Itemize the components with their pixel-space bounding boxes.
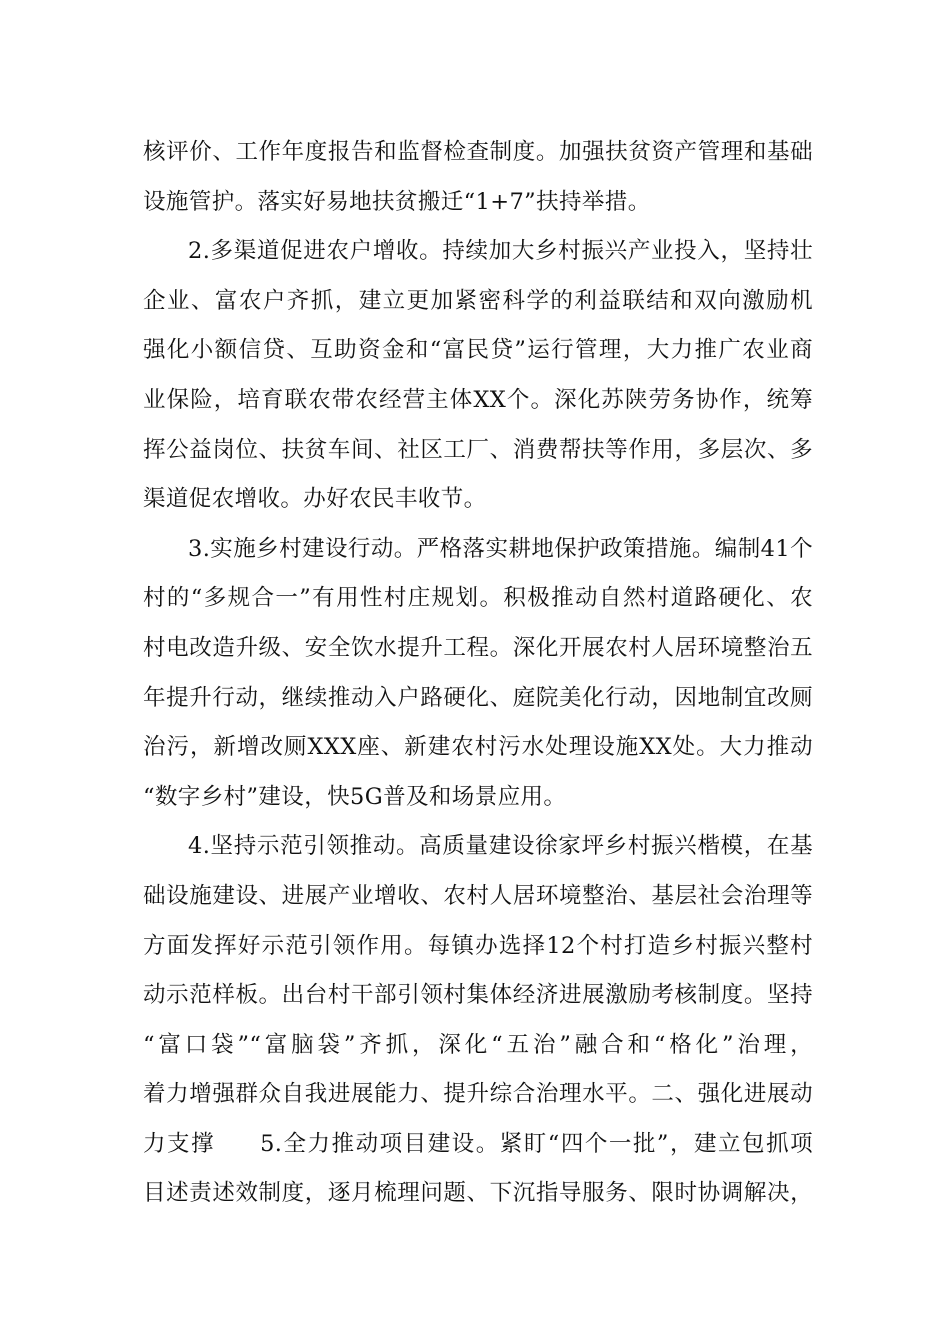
text-line: 核评价、工作年度报告和监督检查制度。加强扶贫资产管理和基础 — [143, 139, 813, 165]
document-body — [143, 128, 813, 1219]
text-line: 动示范样板。出台村干部引领村集体经济进展激励考核制度。坚持 — [143, 982, 813, 1009]
text-line: “数字乡村”建设，快5G普及和场景应用。 — [143, 783, 567, 810]
text-line: 强化小额信贷、互助资金和“富民贷”运行管理，大力推广农业商 — [143, 337, 813, 364]
text-line: 村的“多规合一”有用性村庄规划。积极推动自然村道路硬化、农 — [143, 585, 813, 612]
text-line: 渠道促农增收。办好农民丰收节。 — [143, 486, 487, 513]
text-line: 着力增强群众自我进展能力、提升综合治理水平。二、强化进展动 — [143, 1081, 813, 1108]
text-line: 挥公益岗位、扶贫车间、社区工厂、消费帮扶等作用，多层次、多 — [143, 436, 813, 463]
text-line: 设施管护。落实好易地扶贫搬迁“1+7”扶持举措。 — [143, 188, 651, 215]
text-line: “富口袋”“富脑袋”齐抓，深化“五治”融合和“格化”治理， — [143, 1031, 813, 1058]
text-line: 目述责述效制度，逐月梳理问题、下沉指导服务、限时协调解决， — [143, 1180, 813, 1207]
text-line: 础设施建设、进展产业增收、农村人居环境整治、基层社会治理等 — [143, 882, 813, 909]
paragraph-start-line: 3.实施乡村建设行动。严格落实耕地保护政策措施。编制41个 — [188, 535, 813, 562]
paragraph-start-line: 4.坚持示范引领推动。高质量建设徐家坪乡村振兴楷模，在基 — [188, 833, 813, 860]
paragraph-start-line: 2.多渠道促进农户增收。持续加大乡村振兴产业投入，坚持壮 — [188, 238, 813, 265]
text-line: 方面发挥好示范引领作用。每镇办选择12个村打造乡村振兴整村 — [143, 932, 813, 959]
text-line: 年提升行动，继续推动入户路硬化、庭院美化行动，因地制宜改厕 — [143, 684, 813, 711]
text-line: 治污，新增改厕XXX座、新建农村污水处理设施XX处。大力推动 — [143, 734, 813, 761]
section-heading-fragment: 力支撑 — [143, 1130, 216, 1157]
paragraph-start-fragment: 5.全力推动项目建设。紧盯“四个一批”，建立包抓项 — [260, 1130, 813, 1157]
text-line: 村电改造升级、安全饮水提升工程。深化开展农村人居环境整治五 — [143, 634, 813, 661]
text-line-mixed — [143, 1120, 813, 1170]
text-line: 企业、富农户齐抓，建立更加紧密科学的利益联结和双向激励机 — [143, 287, 813, 314]
text-line: 业保险，培育联农带农经营主体XX个。深化苏陕劳务协作，统筹 — [143, 386, 813, 413]
